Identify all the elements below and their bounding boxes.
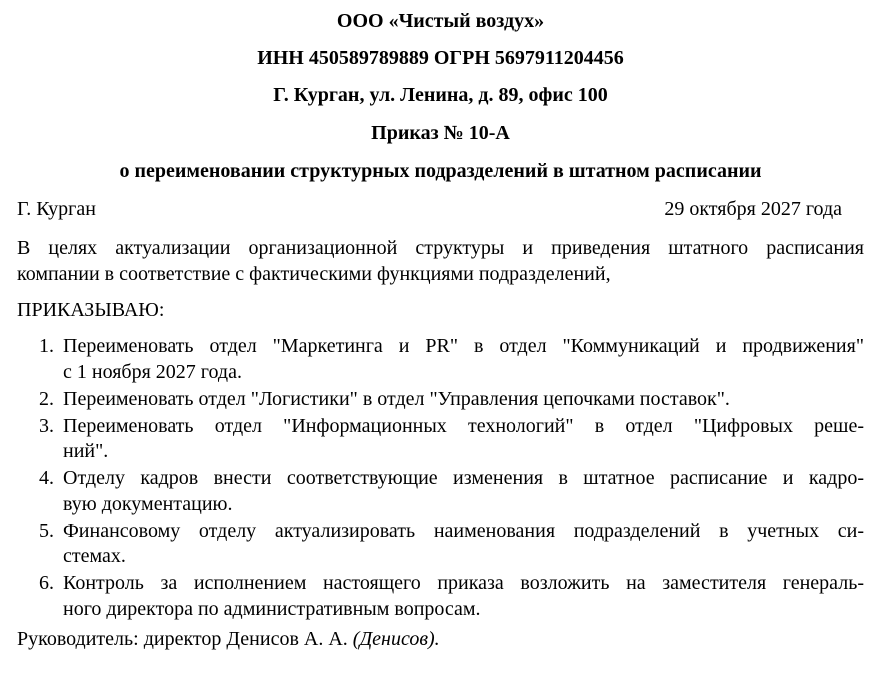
item-number: 3. xyxy=(39,414,54,437)
item-text: Переименовать отдел "Логистики" в отдел "Управления цепочками поставок". xyxy=(63,387,730,410)
place-date-row xyxy=(17,199,864,219)
company-address: Г. Курган, ул. Ленина, д. 89, офис 100 xyxy=(273,84,608,106)
signature-label: Руководитель: директор Денисов А. А. xyxy=(17,628,353,650)
company-registry: ИНН 450589789889 ОГРН 5697911204456 xyxy=(257,47,624,69)
order-date: 29 октября 2027 года xyxy=(664,198,842,220)
item-number: 2. xyxy=(39,387,54,410)
signature-signed: (Денисов). xyxy=(352,628,440,650)
list-item xyxy=(17,519,864,570)
list-item xyxy=(17,571,864,622)
preamble-line: компании в соответствие с фактическими функциями подразделений, xyxy=(17,263,611,285)
item-text: Отделу кадров внести соответствующие изменения в штатное расписание и кадро- xyxy=(63,467,864,489)
list-item xyxy=(17,387,864,413)
list-item xyxy=(17,466,864,517)
preamble xyxy=(17,235,864,287)
order-items-list xyxy=(17,334,864,622)
item-number: 5. xyxy=(39,519,54,542)
order-title: Приказ № 10-А xyxy=(371,122,510,144)
item-text: Переименовать отдел "Информационных технологий" в отдел "Цифровых реше- xyxy=(63,414,864,437)
list-item xyxy=(17,334,864,385)
signature-line xyxy=(17,629,864,649)
item-text: ний". xyxy=(63,440,109,462)
item-text: Переименовать отдел "Маркетинга и PR" в отдел "Коммуникаций и продвижения" xyxy=(63,335,864,357)
item-number: 6. xyxy=(39,572,54,594)
item-text: с 1 ноября 2027 года. xyxy=(63,360,242,383)
list-item xyxy=(17,414,864,465)
order-place: Г. Курган xyxy=(17,198,96,220)
order-subject: о переименовании структурных подразделений в штатном расписании xyxy=(119,160,762,182)
item-text: вую документацию. xyxy=(63,492,233,515)
item-text: Контроль за исполнением настоящего приказа возложить на заместителя генераль- xyxy=(63,572,864,594)
item-number: 1. xyxy=(39,335,54,357)
company-name: ООО «Чистый воздух» xyxy=(336,10,545,32)
item-text: стемах. xyxy=(63,545,126,567)
order-word: ПРИКАЗЫВАЮ: xyxy=(17,299,165,321)
preamble-line: В целях актуализации организационной структуры и приведения штатного расписания xyxy=(17,237,864,259)
item-number: 4. xyxy=(39,467,54,489)
item-text: Финансовому отделу актуализировать наименования подразделений в учетных си- xyxy=(63,519,864,542)
item-text: ного директора по административным вопросам. xyxy=(63,597,481,620)
